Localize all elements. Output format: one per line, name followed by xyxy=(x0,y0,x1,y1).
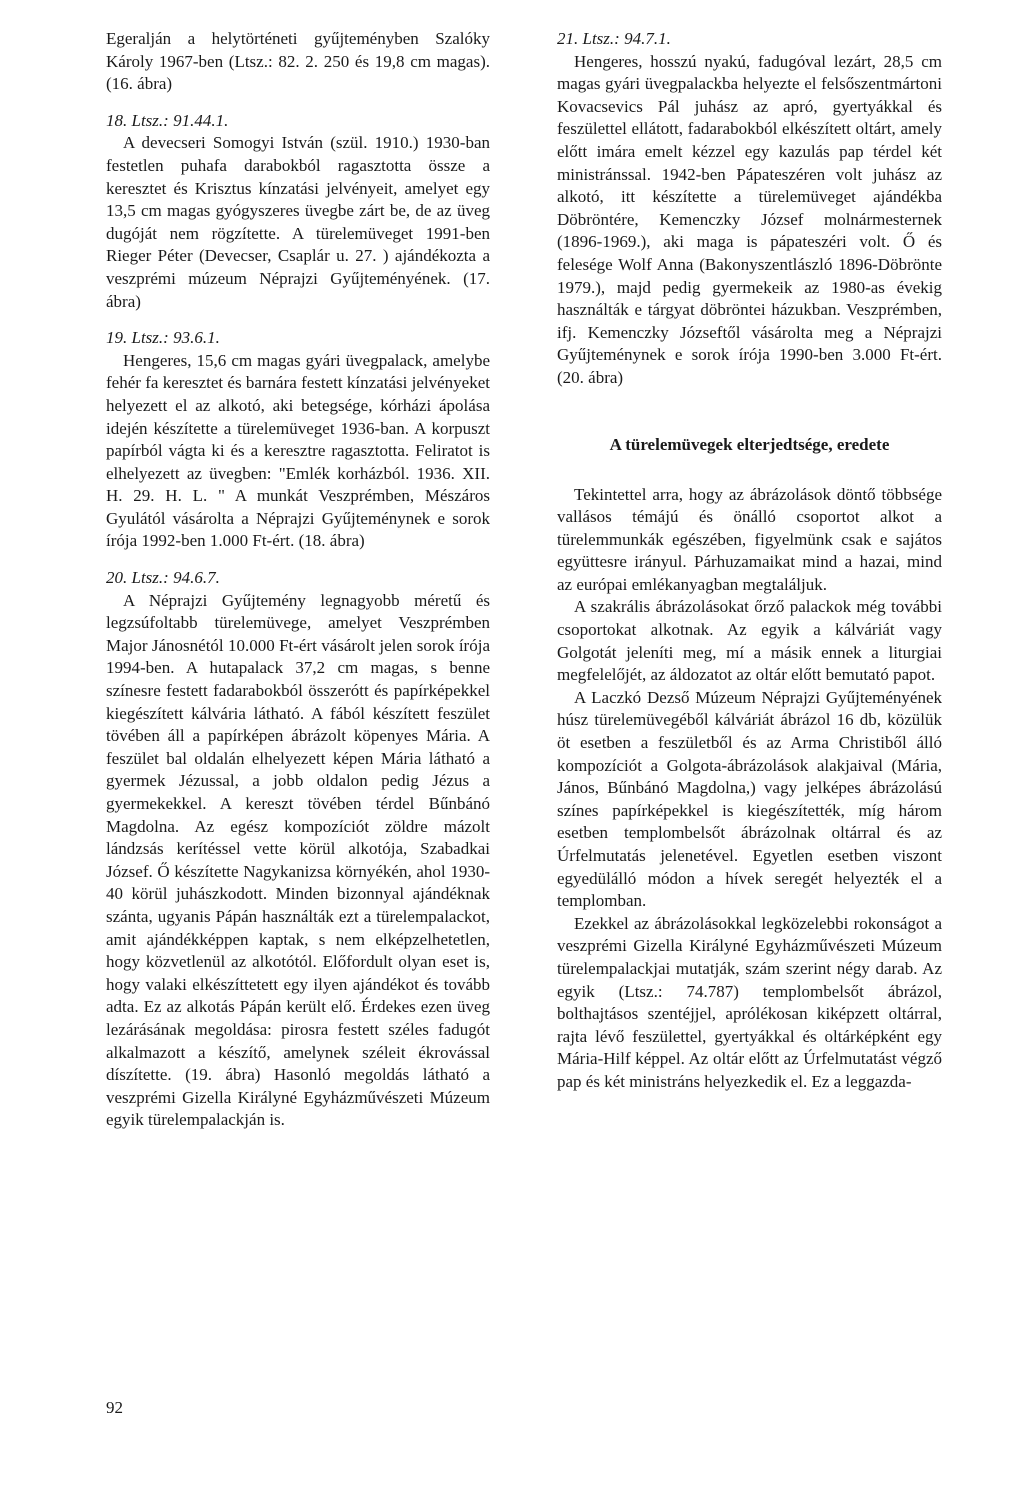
section-paragraph-2: A szakrális ábrázolásokat őrző palackok még további csoportokat alkotnak. Az egyik a kálváriát vagy Golgotát jeleníti meg, mí a másik ennek a liturgiai megfelelőjét, az áldozatot az oltár előtt bemutató papot. xyxy=(557,597,942,685)
entry-21-heading: 21. Ltsz.: 94.7.1. xyxy=(557,29,671,48)
page-number: 92 xyxy=(106,1398,123,1417)
intro-paragraph: Egeralján a helytörténeti gyűjteményben Szalóky Károly 1967-ben (Ltsz.: 82. 2. 250 és 19,8 cm magas). (16. ábra) xyxy=(106,29,490,94)
entry-18-heading: 18. Ltsz.: 91.44.1. xyxy=(106,110,229,130)
section-paragraph-4: Ezekkel az ábrázolásokkal legközelebbi rokonságot a veszprémi Gizella Királyné Egyházművészeti Múzeum türelempalackjai mutatják, szám szerint négy darab. Az egyik (Ltsz.: 74.787) templombelsőt ábrázol, bolthajtásos szentéjjel, aprólékosan kiképzett oltárral, rajta lévő feszülettel, gyertyákkal és oltárképként egy Mária-Hilf képpel. Az oltár előtt az Úrfelmutatást végző pap és két ministráns helyezkedik el. Ez a leggazda- xyxy=(557,913,942,1091)
section-paragraph-3: A Laczkó Dezső Múzeum Néprajzi Gyűjteményének húsz türelemüvegéből kálváriát ábrázol 16 db, közülük öt esetben a feszületből és az Arma Christiből álló kompozíciót a Golgota-ábrázolások alakjaival (Mária, János, Bűnbánó Magdolna,) vagy jelképes ábrázolású színes papírképekkel is kiegészítették, míg három esetben templombelsőt ábrázolnak oltárral és az Úrfelmutatás jelenetével. Egyetlen esetben viszont egyedülálló módon a hívek seregét helyezték el a templomban. xyxy=(557,687,942,911)
right-column xyxy=(557,28,942,1094)
entry-20-text: A Néprajzi Gyűjtemény legnagyobb méretű és legzsúfoltabb türelemüvege, amelyet Veszprémben Major Jánosnétól 10.000 Ft-ért vásárolt jelen sorok írója 1994-ben. A hutapalack 37,2 cm magas, s benne színesre festett fadarabokból összerótt és papírképekkel kiegészített kálvária látható. A fából készített feszület tövében áll a papírképen ábrázolt köpenyes Mária. A feszület bal oldalán elhelyezett képen Mária látható a gyermek Jézussal, a jobb oldalon pedig Jézus a gyermekekkel. A kereszt tövében térdel Bűnbánó Magdolna. Az egész kompozíciót zöldre mázolt lándzsás kerítéssel vette körül alkotója, Szabadkai József. Ő készítette Nagykanizsa környékén, ahol 1930-40 körül juhászkodott. Minden bizonnyal ajándéknak szánta, ugyanis Pápán használták ezt a türelempalackot, amit ajándékképpen kaptak, s nem elképzelhetetlen, hogy közvetlenül az alkotótól. Előfordult olyan eset is, hogy valaki elkészíttetett egy ilyen ajándékot és tovább adta. Ez az alkotás Pápán került elő. Érdekes ezen üveg lezárásának megoldása: pirosra festett széles fadugót alkalmazott a készítő, amelynek széleit ékrovással díszítette. (19. ábra) Hasonló megoldás látható a veszprémi Gizella Királyné Egyházművészeti Múzeum egyik türelempalackján is. xyxy=(106,590,490,1130)
entry-19-text: Hengeres, 15,6 cm magas gyári üvegpalack, amelybe fehér fa keresztet és barnára festett kínzatási jelvényeket helyezett el az alkotó, aki betegsége, kórházi ápolása idején készítette a türelemüveget 1936-ban. A korpuszt papírból vágta ki és a keresztre ragasztotta. Feliratot is elhelyezett az üvegben: "Emlék korházból. 1936. XII. H. 29. H. L. " A munkát Veszprémben, Mészáros Gyulától vásárolta a Néprajzi Gyűjteménynek e sorok írója 1992-ben 1.000 Ft-ért. (18. ábra) xyxy=(106,350,490,551)
entry-21-text: Hengeres, hosszú nyakú, fadugóval lezárt, 28,5 cm magas gyári üvegpalackba helyezte el felsőszentmártoni Kovacsevics Pál juhász az apró, gyertyákkal és feszülettel ellátott, fadarabokból elkészített oltárt, amely előtt imára emelt kézzel egy kazulás pap térdel két ministránssal. 1942-ben Pápateszéren volt juhász az alkotó, itt készítette a türelemüveget ajándékba Döbröntére, Kemenczky József molnármesternek (1896-1969.), aki maga is pápateszéri volt. Ő és felesége Wolf Anna (Bakonyszentlászló 1896-Döbrönte 1979.), majd pedig gyermekeik az 1980-as évekig használták e tárgyat döbröntei házukban. Veszprémben, ifj. Kemenczky Józseftől vásárolta meg a Néprajzi Gyűjteménynek e sorok írója 1990-ben 3.000 Ft-ért. (20. ábra) xyxy=(557,51,942,387)
section-title: A türelemüvegek elterjedtsége, eredete xyxy=(609,434,890,454)
entry-19-heading: 19. Ltsz.: 93.6.1. xyxy=(106,328,220,348)
entry-18-text: A devecseri Somogyi István (szül. 1910.) 1930-ban festetlen puhafa darabokból ragasztotta össze a keresztet és Krisztus kínzatási jelvényeit, amelyet egy 13,5 cm magas gyógyszeres üvegbe zárt be, de az üveg dugóját nem rögzítette. A türelemüveget 1991-ben Rieger Péter (Devecser, Csaplár u. 27. ) ajándékozta a veszprémi múzeum Néprajzi Gyűjteményének. (17. ábra) xyxy=(106,133,490,311)
entry-20-heading: 20. Ltsz.: 94.6.7. xyxy=(106,568,220,588)
section-paragraph-1: Tekintettel arra, hogy az ábrázolások döntő többsége vallásos témájú és önálló csoportot alkot a türelemmunkák egészében, figyelmünk csak e sajátos együttesre irányul. Párhuzamaikat mind a hazai, mind az európai emlékanyagban megtaláljuk. xyxy=(557,484,942,594)
left-column xyxy=(106,28,490,1132)
